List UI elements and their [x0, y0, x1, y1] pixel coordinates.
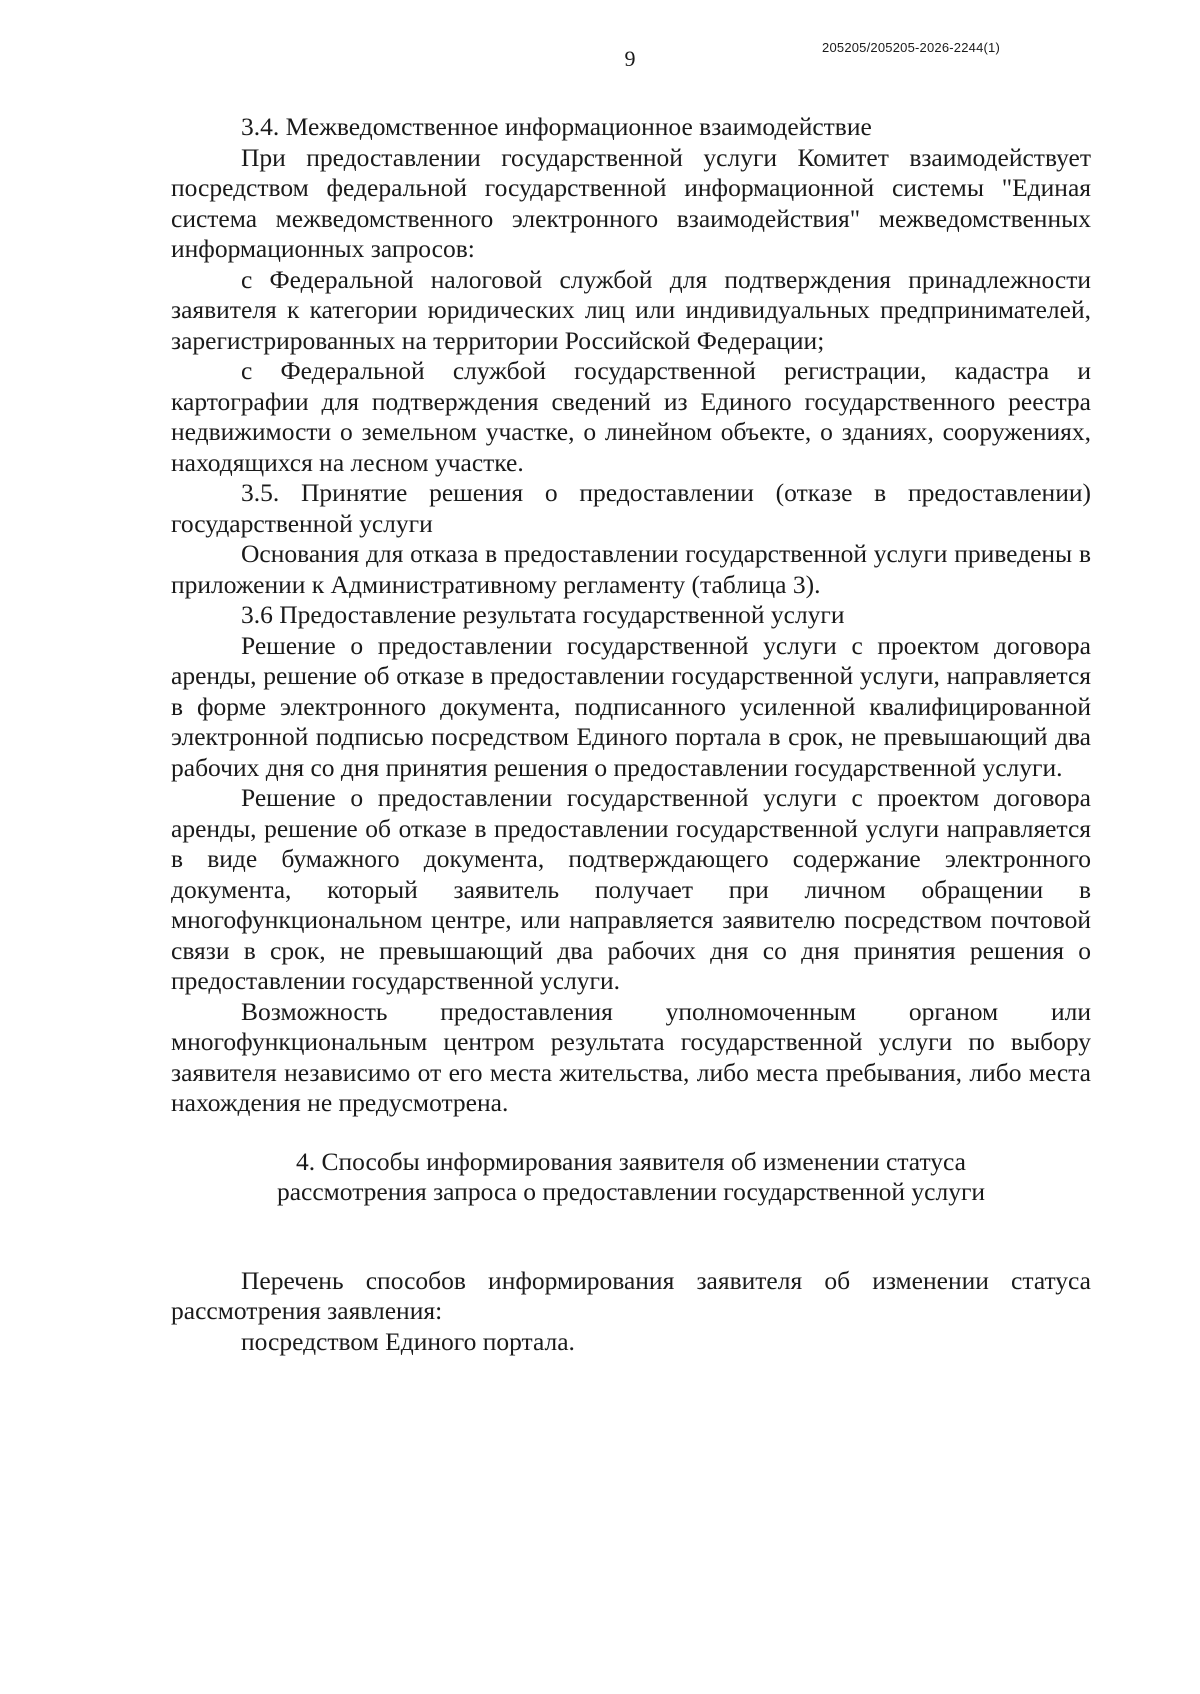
document-id: 205205/205205-2026-2244(1)	[822, 40, 1000, 55]
section-3-6-heading: 3.6 Предоставление результата государственной услуги	[241, 600, 845, 629]
section-3-5-text: Основания для отказа в предоставлении государственной услуги приведены в приложении к Административному регламенту (таблица 3).	[171, 539, 1091, 599]
section-4-heading-line-2: рассмотрения запроса о предоставлении государственной услуги	[276, 1177, 986, 1206]
section-3-4-intro: При предоставлении государственной услуги Комитет взаимодействует посредством федеральной государственной информационной системы "Единая система межведомственного электронного взаимодействия" межведомственных информационных запросов:	[171, 142, 1091, 263]
section-3-4-item-2: с Федеральной службой государственной регистрации, кадастра и картографии для подтверждения сведений из Единого государственного реестра недвижимости о земельном участке, о линейном объекте, о зданиях, сооружениях, находящихся на лесном участке.	[171, 356, 1091, 477]
section-3-6-paragraph-1: Решение о предоставлении государственной услуги с проектом договора аренды, решение об отказе в предоставлении государственной услуги, направляется в форме электронного документа, подписанного усиленной квалифицированной электронной подписью посредством Единого портала в срок, не превышающий два рабочих дня со дня принятия решения о предоставлении государственной услуги.	[171, 630, 1091, 782]
section-3-5-heading: 3.5. Принятие решения о предоставлении (отказе в предоставлении) государственной услуги	[171, 478, 1091, 538]
section-4-text: Перечень способов информирования заявителя об изменении статуса рассмотрения заявления:	[171, 1265, 1091, 1325]
section-4-item: посредством Единого портала.	[241, 1326, 575, 1356]
page-number: 9	[624, 46, 636, 71]
section-3-4-heading: 3.4. Межведомственное информационное взаимодействие	[241, 112, 872, 141]
spacer	[171, 1208, 1091, 1266]
spacer	[171, 1119, 1091, 1147]
section-4-heading-line-1: 4. Способы информирования заявителя об изменении статуса	[296, 1146, 966, 1176]
document-body	[171, 112, 1091, 1357]
section-3-4-item-1: с Федеральной налоговой службой для подтверждения принадлежности заявителя к категории юридических лиц или индивидуальных предпринимателей, зарегистрированных на территории Российской Федерации;	[171, 264, 1091, 355]
section-3-6-paragraph-3: Возможность предоставления уполномоченным органом или многофункциональным центром результата государственной услуги по выбору заявителя независимо от его места жительства, либо места пребывания, либо места нахождения не предусмотрена.	[171, 996, 1091, 1117]
section-3-6-paragraph-2: Решение о предоставлении государственной услуги с проектом договора аренды, решение об отказе в предоставлении государственной услуги направляется в виде бумажного документа, подтверждающего содержание электронного документа, который заявитель получает при личном обращении в многофункциональном центре, или направляется заявителю посредством почтовой связи в срок, не превышающий два рабочих дня со дня принятия решения о предоставлении государственной услуги.	[171, 783, 1091, 995]
